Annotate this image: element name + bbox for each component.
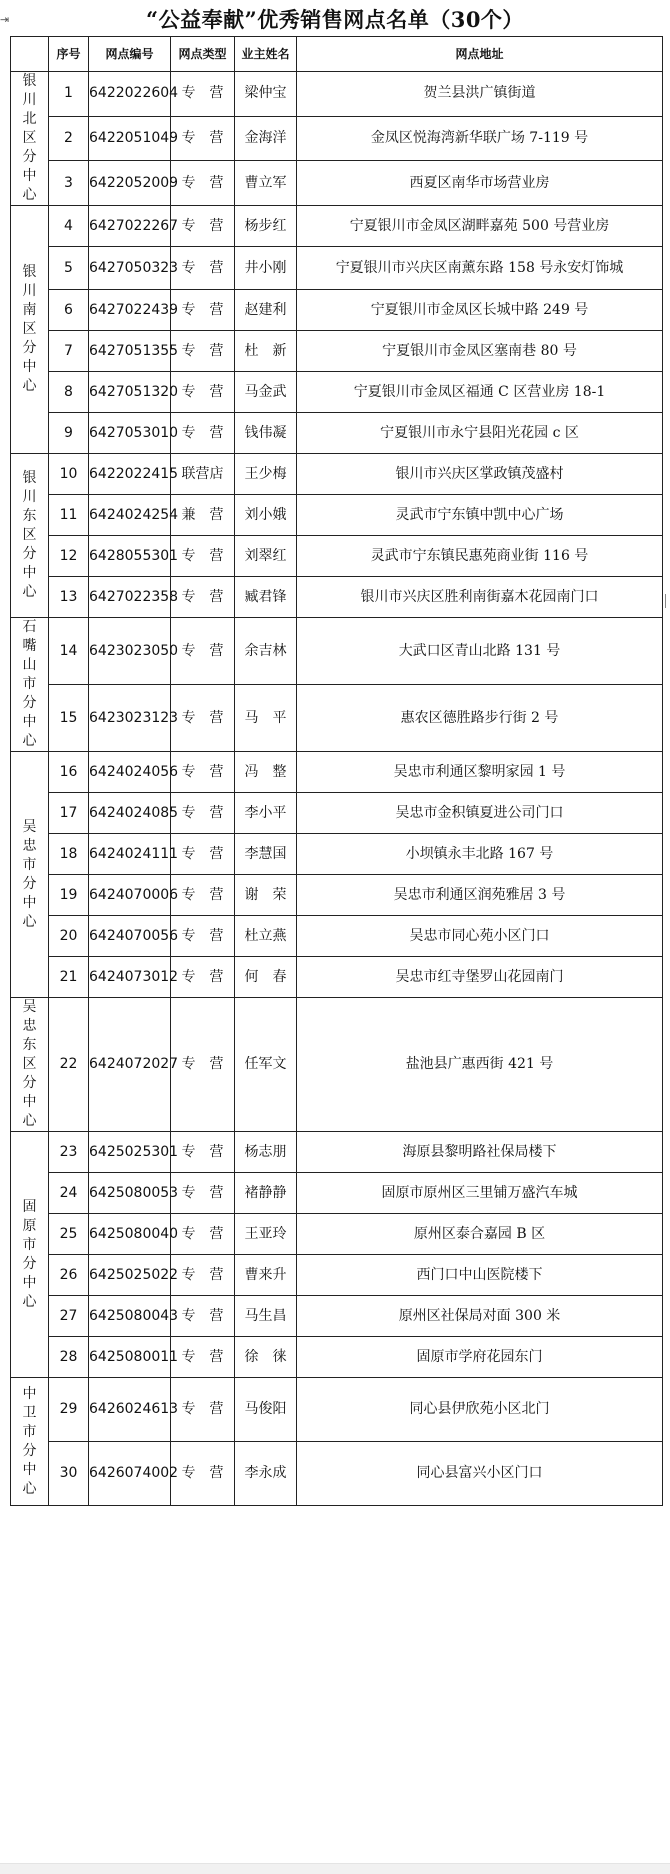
outlet-code-cell: 6427051320 (89, 372, 171, 413)
outlet-type-cell: 专 营 (171, 1173, 235, 1214)
page-title: “公益奉献”优秀销售网点名单（30个） (146, 7, 524, 32)
address-cell: 吴忠市利通区黎明家园 1 号 (297, 752, 663, 793)
region-cell (11, 618, 49, 752)
outlet-code-cell: 6425080053 (89, 1173, 171, 1214)
header-outlet-type: 网点类型 (171, 37, 235, 72)
address-cell: 吴忠市利通区润苑雅居 3 号 (297, 875, 663, 916)
address-cell: 原州区社保局对面 300 米 (297, 1296, 663, 1337)
owner-cell: 马金武 (235, 372, 297, 413)
header-owner: 业主姓名 (235, 37, 297, 72)
address-cell: 宁夏银川市金凤区福通 C 区营业房 18-1 (297, 372, 663, 413)
outlet-code-cell: 6424024085 (89, 793, 171, 834)
outlet-type-cell: 专 营 (171, 72, 235, 117)
table-row (11, 1378, 663, 1442)
outlet-type-cell: 专 营 (171, 116, 235, 161)
address-cell: 惠农区德胜路步行街 2 号 (297, 685, 663, 752)
table-row (11, 1296, 663, 1337)
address-cell: 宁夏银川市兴庆区南薰东路 158 号永安灯饰城 (297, 247, 663, 290)
serial-cell: 4 (49, 206, 89, 247)
outlet-code-cell: 6424073012 (89, 957, 171, 998)
serial-cell: 17 (49, 793, 89, 834)
table-row (11, 957, 663, 998)
outlet-type-cell: 专 营 (171, 247, 235, 290)
address-cell: 西门口中山医院楼下 (297, 1255, 663, 1296)
outlet-type-cell: 专 营 (171, 1132, 235, 1173)
outlet-type-cell: 专 营 (171, 618, 235, 685)
serial-cell: 28 (49, 1337, 89, 1378)
outlet-type-cell: 兼 营 (171, 495, 235, 536)
outlet-type-cell: 专 营 (171, 957, 235, 998)
header-outlet-code: 网点编号 (89, 37, 171, 72)
address-cell: 盐池县广惠西街 421 号 (297, 998, 663, 1132)
region-cell (11, 998, 49, 1132)
serial-cell: 8 (49, 372, 89, 413)
region-label: 吴忠市分中心 (22, 818, 37, 930)
owner-cell: 马俊阳 (235, 1378, 297, 1442)
region-label: 石嘴山市分中心 (22, 619, 37, 749)
corner-arrow-icon: ⇥ (0, 13, 10, 26)
address-cell: 银川市兴庆区胜利南街嘉木花园南门口 (297, 577, 663, 618)
outlet-code-cell: 6425080043 (89, 1296, 171, 1337)
table-row (11, 290, 663, 331)
owner-cell: 李慧国 (235, 834, 297, 875)
outlet-type-cell: 联营店 (171, 454, 235, 495)
owner-cell: 刘小娥 (235, 495, 297, 536)
address-cell: 灵武市宁东镇民惠苑商业街 116 号 (297, 536, 663, 577)
address-cell: 宁夏银川市金凤区长城中路 249 号 (297, 290, 663, 331)
table-row (11, 577, 663, 618)
serial-cell: 7 (49, 331, 89, 372)
region-cell (11, 206, 49, 454)
table-body (11, 72, 663, 1506)
table-row (11, 536, 663, 577)
address-cell: 吴忠市同心苑小区门口 (297, 916, 663, 957)
serial-cell: 21 (49, 957, 89, 998)
outlet-code-cell: 6424070056 (89, 916, 171, 957)
address-cell: 固原市原州区三里铺万盛汽车城 (297, 1173, 663, 1214)
address-cell: 宁夏银川市金凤区塞南巷 80 号 (297, 331, 663, 372)
outlet-code-cell: 6422022415 (89, 454, 171, 495)
serial-cell: 27 (49, 1296, 89, 1337)
owner-cell: 李小平 (235, 793, 297, 834)
outlet-type-cell: 专 营 (171, 290, 235, 331)
page-edge-mark (665, 594, 670, 608)
owner-cell: 杨步红 (235, 206, 297, 247)
outlet-code-cell: 6427050323 (89, 247, 171, 290)
outlet-code-cell: 6424070006 (89, 875, 171, 916)
owner-cell: 金海洋 (235, 116, 297, 161)
serial-cell: 3 (49, 161, 89, 206)
outlet-code-cell: 6422022604 (89, 72, 171, 117)
outlet-type-cell: 专 营 (171, 793, 235, 834)
owner-cell: 马生昌 (235, 1296, 297, 1337)
owner-cell: 钱伟凝 (235, 413, 297, 454)
address-cell: 同心县富兴小区门口 (297, 1442, 663, 1506)
table-row (11, 1442, 663, 1506)
region-label: 银川北区分中心 (22, 73, 37, 203)
owner-cell: 谢 荣 (235, 875, 297, 916)
outlet-type-cell: 专 营 (171, 331, 235, 372)
owner-cell: 褚静静 (235, 1173, 297, 1214)
outlet-type-cell: 专 营 (171, 206, 235, 247)
serial-cell: 6 (49, 290, 89, 331)
outlet-type-cell: 专 营 (171, 577, 235, 618)
outlet-type-cell: 专 营 (171, 875, 235, 916)
header-serial: 序号 (49, 37, 89, 72)
outlet-code-cell: 6423023123 (89, 685, 171, 752)
table-row (11, 454, 663, 495)
serial-cell: 30 (49, 1442, 89, 1506)
outlet-type-cell: 专 营 (171, 998, 235, 1132)
outlet-type-cell: 专 营 (171, 685, 235, 752)
table-row (11, 161, 663, 206)
header-address: 网点地址 (297, 37, 663, 72)
outlet-type-cell: 专 营 (171, 161, 235, 206)
address-cell: 西夏区南华市场营业房 (297, 161, 663, 206)
address-cell: 吴忠市红寺堡罗山花园南门 (297, 957, 663, 998)
region-cell (11, 752, 49, 998)
table-row (11, 495, 663, 536)
owner-cell: 王亚玲 (235, 1214, 297, 1255)
serial-cell: 1 (49, 72, 89, 117)
table-row (11, 1132, 663, 1173)
owner-cell: 马 平 (235, 685, 297, 752)
outlet-code-cell: 6425025022 (89, 1255, 171, 1296)
outlet-code-cell: 6424024111 (89, 834, 171, 875)
outlet-type-cell: 专 营 (171, 1214, 235, 1255)
table-row (11, 875, 663, 916)
address-cell: 金凤区悦海湾新华联广场 7-119 号 (297, 116, 663, 161)
serial-cell: 19 (49, 875, 89, 916)
outlet-code-cell: 6426024613 (89, 1378, 171, 1442)
serial-cell: 23 (49, 1132, 89, 1173)
serial-cell: 2 (49, 116, 89, 161)
table-row (11, 752, 663, 793)
region-label: 银川东区分中心 (22, 470, 37, 600)
table-row (11, 1214, 663, 1255)
table-row (11, 1255, 663, 1296)
serial-cell: 25 (49, 1214, 89, 1255)
address-cell: 吴忠市金积镇夏进公司门口 (297, 793, 663, 834)
owner-cell: 杨志朋 (235, 1132, 297, 1173)
outlet-code-cell: 6425025301 (89, 1132, 171, 1173)
outlet-type-cell: 专 营 (171, 413, 235, 454)
owner-cell: 赵建利 (235, 290, 297, 331)
outlet-type-cell: 专 营 (171, 1442, 235, 1506)
table-row (11, 998, 663, 1132)
table-row (11, 793, 663, 834)
address-cell: 固原市学府花园东门 (297, 1337, 663, 1378)
table-row (11, 72, 663, 117)
serial-cell: 12 (49, 536, 89, 577)
outlet-code-cell: 6425080040 (89, 1214, 171, 1255)
owner-cell: 何 春 (235, 957, 297, 998)
serial-cell: 18 (49, 834, 89, 875)
serial-cell: 9 (49, 413, 89, 454)
region-label: 固原市分中心 (22, 1198, 37, 1310)
address-cell: 小坝镇永丰北路 167 号 (297, 834, 663, 875)
owner-cell: 冯 整 (235, 752, 297, 793)
address-cell: 同心县伊欣苑小区北门 (297, 1378, 663, 1442)
outlet-code-cell: 6424024056 (89, 752, 171, 793)
region-label: 银川南区分中心 (22, 264, 37, 394)
serial-cell: 14 (49, 618, 89, 685)
table-row (11, 834, 663, 875)
owner-cell: 井小刚 (235, 247, 297, 290)
serial-cell: 5 (49, 247, 89, 290)
table-row (11, 618, 663, 685)
outlet-code-cell: 6422052009 (89, 161, 171, 206)
serial-cell: 24 (49, 1173, 89, 1214)
outlet-code-cell: 6423023050 (89, 618, 171, 685)
outlet-type-cell: 专 营 (171, 1296, 235, 1337)
table-row (11, 372, 663, 413)
outlet-code-cell: 6424024254 (89, 495, 171, 536)
owner-cell: 曹立军 (235, 161, 297, 206)
bottom-scrollbar[interactable] (0, 1863, 670, 1874)
owner-cell: 曹来升 (235, 1255, 297, 1296)
owner-cell: 梁仲宝 (235, 72, 297, 117)
table-row (11, 916, 663, 957)
owner-cell: 臧君锋 (235, 577, 297, 618)
serial-cell: 20 (49, 916, 89, 957)
table-row (11, 1337, 663, 1378)
header-region (11, 37, 49, 72)
outlet-type-cell: 专 营 (171, 1337, 235, 1378)
table-row (11, 116, 663, 161)
outlet-type-cell: 专 营 (171, 372, 235, 413)
region-cell (11, 1132, 49, 1378)
table-row (11, 331, 663, 372)
serial-cell: 10 (49, 454, 89, 495)
region-cell (11, 72, 49, 206)
outlet-type-cell: 专 营 (171, 916, 235, 957)
outlet-code-cell: 6426074002 (89, 1442, 171, 1506)
owner-cell: 杜 新 (235, 331, 297, 372)
outlet-code-cell: 6425080011 (89, 1337, 171, 1378)
region-label: 中卫市分中心 (22, 1385, 37, 1497)
outlet-type-cell: 专 营 (171, 834, 235, 875)
owner-cell: 余吉林 (235, 618, 297, 685)
table-row (11, 206, 663, 247)
address-cell: 宁夏银川市永宁县阳光花园 c 区 (297, 413, 663, 454)
outlet-code-cell: 6427022439 (89, 290, 171, 331)
outlet-table (10, 36, 663, 1506)
owner-cell: 徐 徕 (235, 1337, 297, 1378)
serial-cell: 15 (49, 685, 89, 752)
outlet-type-cell: 专 营 (171, 752, 235, 793)
address-cell: 灵武市宁东镇中凯中心广场 (297, 495, 663, 536)
owner-cell: 王少梅 (235, 454, 297, 495)
address-cell: 原州区泰合嘉园 B 区 (297, 1214, 663, 1255)
serial-cell: 11 (49, 495, 89, 536)
owner-cell: 杜立燕 (235, 916, 297, 957)
serial-cell: 29 (49, 1378, 89, 1442)
outlet-type-cell: 专 营 (171, 536, 235, 577)
outlet-type-cell: 专 营 (171, 1378, 235, 1442)
outlet-type-cell: 专 营 (171, 1255, 235, 1296)
address-cell: 贺兰县洪广镇街道 (297, 72, 663, 117)
serial-cell: 26 (49, 1255, 89, 1296)
outlet-code-cell: 6427022267 (89, 206, 171, 247)
table-row (11, 1173, 663, 1214)
region-label: 吴忠东区分中心 (22, 999, 37, 1129)
serial-cell: 13 (49, 577, 89, 618)
serial-cell: 22 (49, 998, 89, 1132)
table-header-row (11, 37, 663, 72)
owner-cell: 任军文 (235, 998, 297, 1132)
address-cell: 宁夏银川市金凤区湖畔嘉苑 500 号营业房 (297, 206, 663, 247)
outlet-code-cell: 6427051355 (89, 331, 171, 372)
outlet-code-cell: 6427022358 (89, 577, 171, 618)
region-cell (11, 454, 49, 618)
region-cell (11, 1378, 49, 1506)
outlet-code-cell: 6424072027 (89, 998, 171, 1132)
table-row (11, 413, 663, 454)
table-row (11, 247, 663, 290)
owner-cell: 李永成 (235, 1442, 297, 1506)
owner-cell: 刘翠红 (235, 536, 297, 577)
address-cell: 海原县黎明路社保局楼下 (297, 1132, 663, 1173)
outlet-code-cell: 6422051049 (89, 116, 171, 161)
address-cell: 大武口区青山北路 131 号 (297, 618, 663, 685)
outlet-code-cell: 6428055301 (89, 536, 171, 577)
serial-cell: 16 (49, 752, 89, 793)
table-row (11, 685, 663, 752)
outlet-code-cell: 6427053010 (89, 413, 171, 454)
address-cell: 银川市兴庆区掌政镇茂盛村 (297, 454, 663, 495)
